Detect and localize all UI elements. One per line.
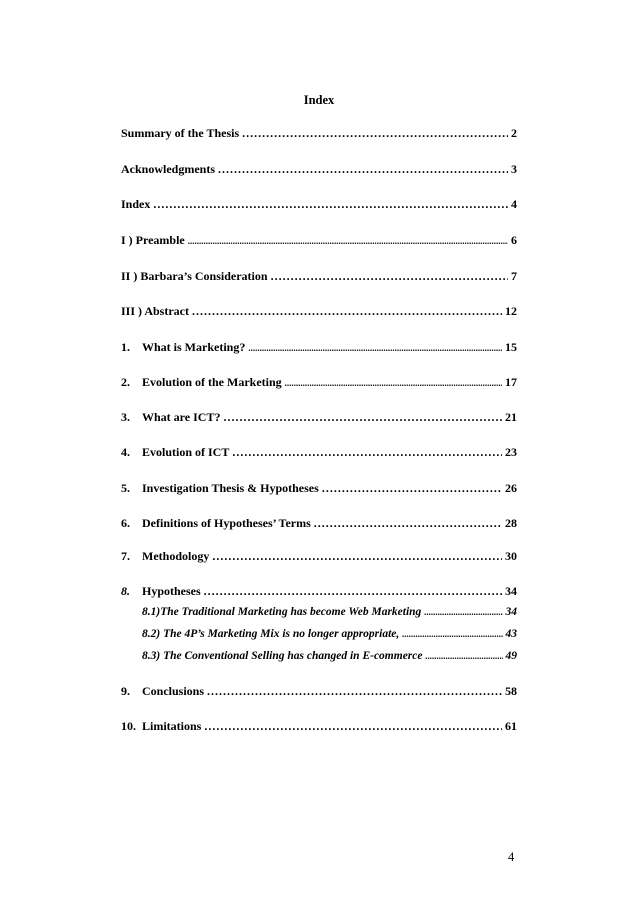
toc-entry-number: 2. xyxy=(121,375,130,389)
toc-entry-number: 9. xyxy=(121,684,130,698)
toc-entry-page: 12 xyxy=(505,304,517,318)
leader-dots xyxy=(314,515,502,531)
leader-dots xyxy=(248,340,502,356)
leader-dots xyxy=(285,375,502,391)
toc-entry-barbaras-consideration xyxy=(121,268,517,284)
toc-entry-label: II ) Barbara’s Consideration xyxy=(121,269,268,283)
toc-entry-page: 15 xyxy=(505,340,517,354)
toc-entry-methodology xyxy=(121,548,517,564)
toc-entry-page: 3 xyxy=(511,162,517,176)
leader-dots xyxy=(425,648,502,664)
toc-entry-limitations xyxy=(121,718,517,734)
leader-dots xyxy=(271,268,508,284)
toc-subentry-8-3 xyxy=(142,648,517,664)
toc-entry-page: 34 xyxy=(505,606,517,618)
toc-entry-page: 30 xyxy=(505,549,517,563)
toc-entry-definitions xyxy=(121,515,517,531)
leader-dots xyxy=(322,480,502,496)
toc-entry-acknowledgments xyxy=(121,161,517,177)
toc-subentry-8-2 xyxy=(142,626,517,642)
leader-dots xyxy=(204,718,502,734)
page-title: Index xyxy=(303,93,335,107)
toc-entry-page: 7 xyxy=(511,269,517,283)
toc-entry-summary xyxy=(121,125,517,141)
leader-dots xyxy=(188,233,508,249)
toc-entry-page: 34 xyxy=(505,584,517,598)
leader-dots xyxy=(207,683,502,699)
toc-entry-label: Limitations xyxy=(142,719,202,733)
leader-dots xyxy=(212,548,502,564)
leader-dots xyxy=(204,583,502,599)
toc-entry-preamble xyxy=(121,232,517,249)
toc-entry-page: 49 xyxy=(505,650,517,662)
toc-entry-label: Investigation Thesis & Hypotheses xyxy=(142,481,319,495)
toc-entry-page: 6 xyxy=(511,233,517,247)
toc-entry-investigation-thesis xyxy=(121,480,517,496)
toc-entry-label: Evolution of ICT xyxy=(142,445,230,459)
leader-dots xyxy=(232,444,502,460)
leader-dots xyxy=(223,409,502,425)
toc-entry-page: 23 xyxy=(505,445,517,459)
toc-entry-label: 8.3) The Conventional Selling has changed in E-commerce xyxy=(142,650,423,662)
toc-entry-label: Hypotheses xyxy=(142,584,201,598)
toc-entry-label: 8.1)The Traditional Marketing has become Web Marketing xyxy=(142,606,422,618)
toc-entry-conclusions xyxy=(121,683,517,699)
toc-entry-label: Conclusions xyxy=(142,684,205,698)
leader-dots xyxy=(402,626,502,642)
leader-dots xyxy=(242,125,508,141)
toc-entry-page: 17 xyxy=(505,375,517,389)
toc-entry-label: What is Marketing? xyxy=(142,340,246,354)
page-number: 4 xyxy=(508,850,515,864)
toc-entry-label: Methodology xyxy=(142,549,210,563)
toc-entry-label: Definitions of Hypotheses’ Terms xyxy=(142,516,311,530)
toc-entry-page: 21 xyxy=(505,410,517,424)
toc-entry-number: 8. xyxy=(121,584,130,598)
toc-entry-page: 58 xyxy=(505,684,517,698)
toc-subentry-8-1 xyxy=(142,604,517,620)
toc-entry-number: 10. xyxy=(121,719,136,733)
toc-entry-page: 26 xyxy=(505,481,517,495)
leader-dots xyxy=(192,303,502,319)
toc-entry-abstract xyxy=(121,303,517,319)
toc-entry-label: Evolution of the Marketing xyxy=(142,375,282,389)
toc-entry-what-are-ict xyxy=(121,409,517,425)
leader-dots xyxy=(153,196,508,212)
toc-entry-label: Summary of the Thesis xyxy=(121,126,240,140)
toc-entry-label: Acknowledgments xyxy=(121,162,216,176)
toc-entry-label: III ) Abstract xyxy=(121,304,189,318)
toc-entry-number: 5. xyxy=(121,481,130,495)
toc-entry-label: I ) Preamble xyxy=(121,233,185,247)
toc-entry-label: What are ICT? xyxy=(142,410,221,424)
toc-entry-number: 3. xyxy=(121,410,130,424)
toc-entry-page: 43 xyxy=(505,628,517,640)
toc-entry-page: 61 xyxy=(505,719,517,733)
toc-entry-hypotheses xyxy=(121,583,517,599)
toc-entry-index xyxy=(121,196,517,212)
toc-entry-evolution-marketing xyxy=(121,374,517,391)
leader-dots xyxy=(424,604,502,620)
toc-entry-evolution-ict xyxy=(121,444,517,460)
toc-entry-what-is-marketing xyxy=(121,339,517,356)
toc-entry-page: 4 xyxy=(511,197,517,211)
toc-entry-label: 8.2) The 4P’s Marketing Mix is no longer appropriate, xyxy=(142,628,400,640)
toc-entry-label: Index xyxy=(121,197,151,211)
toc-entry-page: 2 xyxy=(511,126,517,140)
leader-dots xyxy=(218,161,508,177)
toc-entry-page: 28 xyxy=(505,516,517,530)
toc-entry-number: 1. xyxy=(121,340,130,354)
toc-entry-number: 7. xyxy=(121,549,130,563)
toc-entry-number: 6. xyxy=(121,516,130,530)
toc-entry-number: 4. xyxy=(121,445,130,459)
